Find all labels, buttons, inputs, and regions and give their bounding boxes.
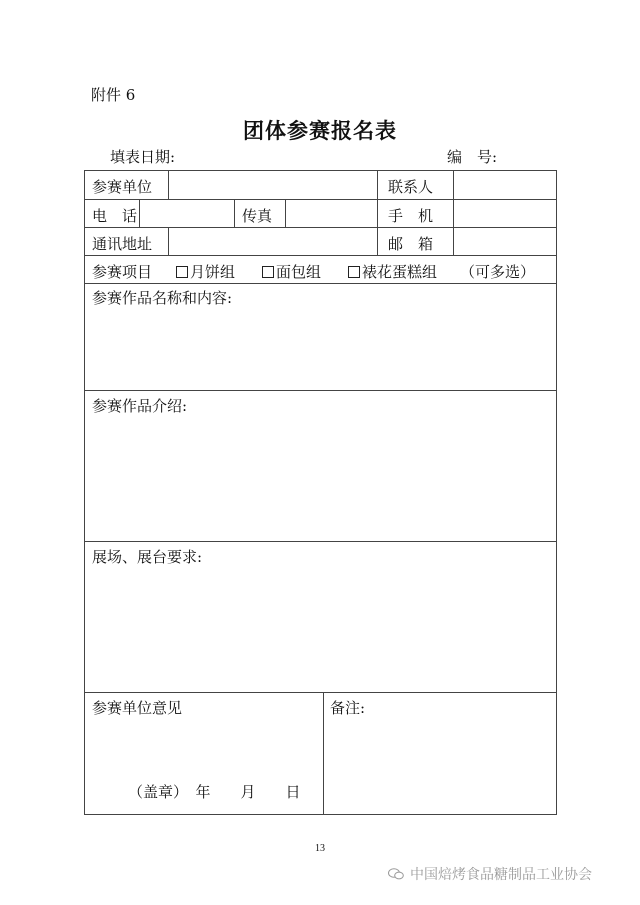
checkbox-icon[interactable] [262, 266, 274, 278]
serial-number-label: 编 号: [447, 148, 498, 166]
form-title: 团体参赛报名表 [243, 118, 397, 143]
col-divider [168, 227, 169, 255]
fill-date-label: 填表日期: [110, 148, 176, 166]
option-mooncake[interactable] [176, 261, 235, 282]
option-cake[interactable] [348, 261, 437, 282]
seal-date-line: （盖章） 年 月 日 [128, 783, 301, 801]
intro-label: 参赛作品介绍: [92, 397, 188, 415]
booth-label: 展场、展台要求: [92, 548, 203, 566]
phone-label: 电 话 [92, 207, 138, 225]
row-divider [84, 227, 557, 228]
table-border-top [84, 170, 557, 171]
item-label: 参赛项目 [92, 263, 153, 281]
col-divider [285, 199, 286, 227]
col-divider [377, 170, 378, 255]
table-border-left [84, 170, 85, 815]
unit-label: 参赛单位 [92, 178, 153, 196]
works-label: 参赛作品名称和内容: [92, 289, 233, 307]
checkbox-icon[interactable] [176, 266, 188, 278]
col-divider [168, 170, 169, 199]
remarks-label: 备注: [330, 699, 366, 717]
row-divider [84, 692, 557, 693]
table-border-right [556, 170, 557, 815]
watermark-text: 中国焙烤食品糖制品工业协会 [410, 867, 592, 883]
col-divider [139, 199, 140, 227]
table-border-bottom [84, 814, 557, 815]
wechat-icon [388, 868, 404, 880]
row-divider [84, 283, 557, 284]
option-bread[interactable] [262, 261, 321, 282]
row-divider [84, 255, 557, 256]
mail-label: 邮 箱 [388, 235, 434, 253]
mobile-label: 手 机 [388, 207, 434, 225]
row-divider [84, 541, 557, 542]
row-divider [84, 199, 557, 200]
col-divider [323, 692, 324, 814]
fax-label: 传真 [242, 207, 273, 225]
col-divider [453, 170, 454, 255]
multi-select-note: （可多选） [460, 263, 536, 281]
col-divider [234, 199, 235, 227]
option-label: 月饼组 [190, 263, 236, 281]
annex-label: 附件 6 [91, 86, 136, 104]
page-number: 13 [315, 843, 325, 854]
watermark [388, 864, 592, 884]
option-label: 面包组 [276, 263, 322, 281]
checkbox-icon[interactable] [348, 266, 360, 278]
contact-label: 联系人 [388, 178, 434, 196]
row-divider [84, 390, 557, 391]
address-label: 通讯地址 [92, 235, 153, 253]
option-label: 裱花蛋糕组 [362, 263, 438, 281]
opinion-label: 参赛单位意见 [92, 699, 183, 717]
